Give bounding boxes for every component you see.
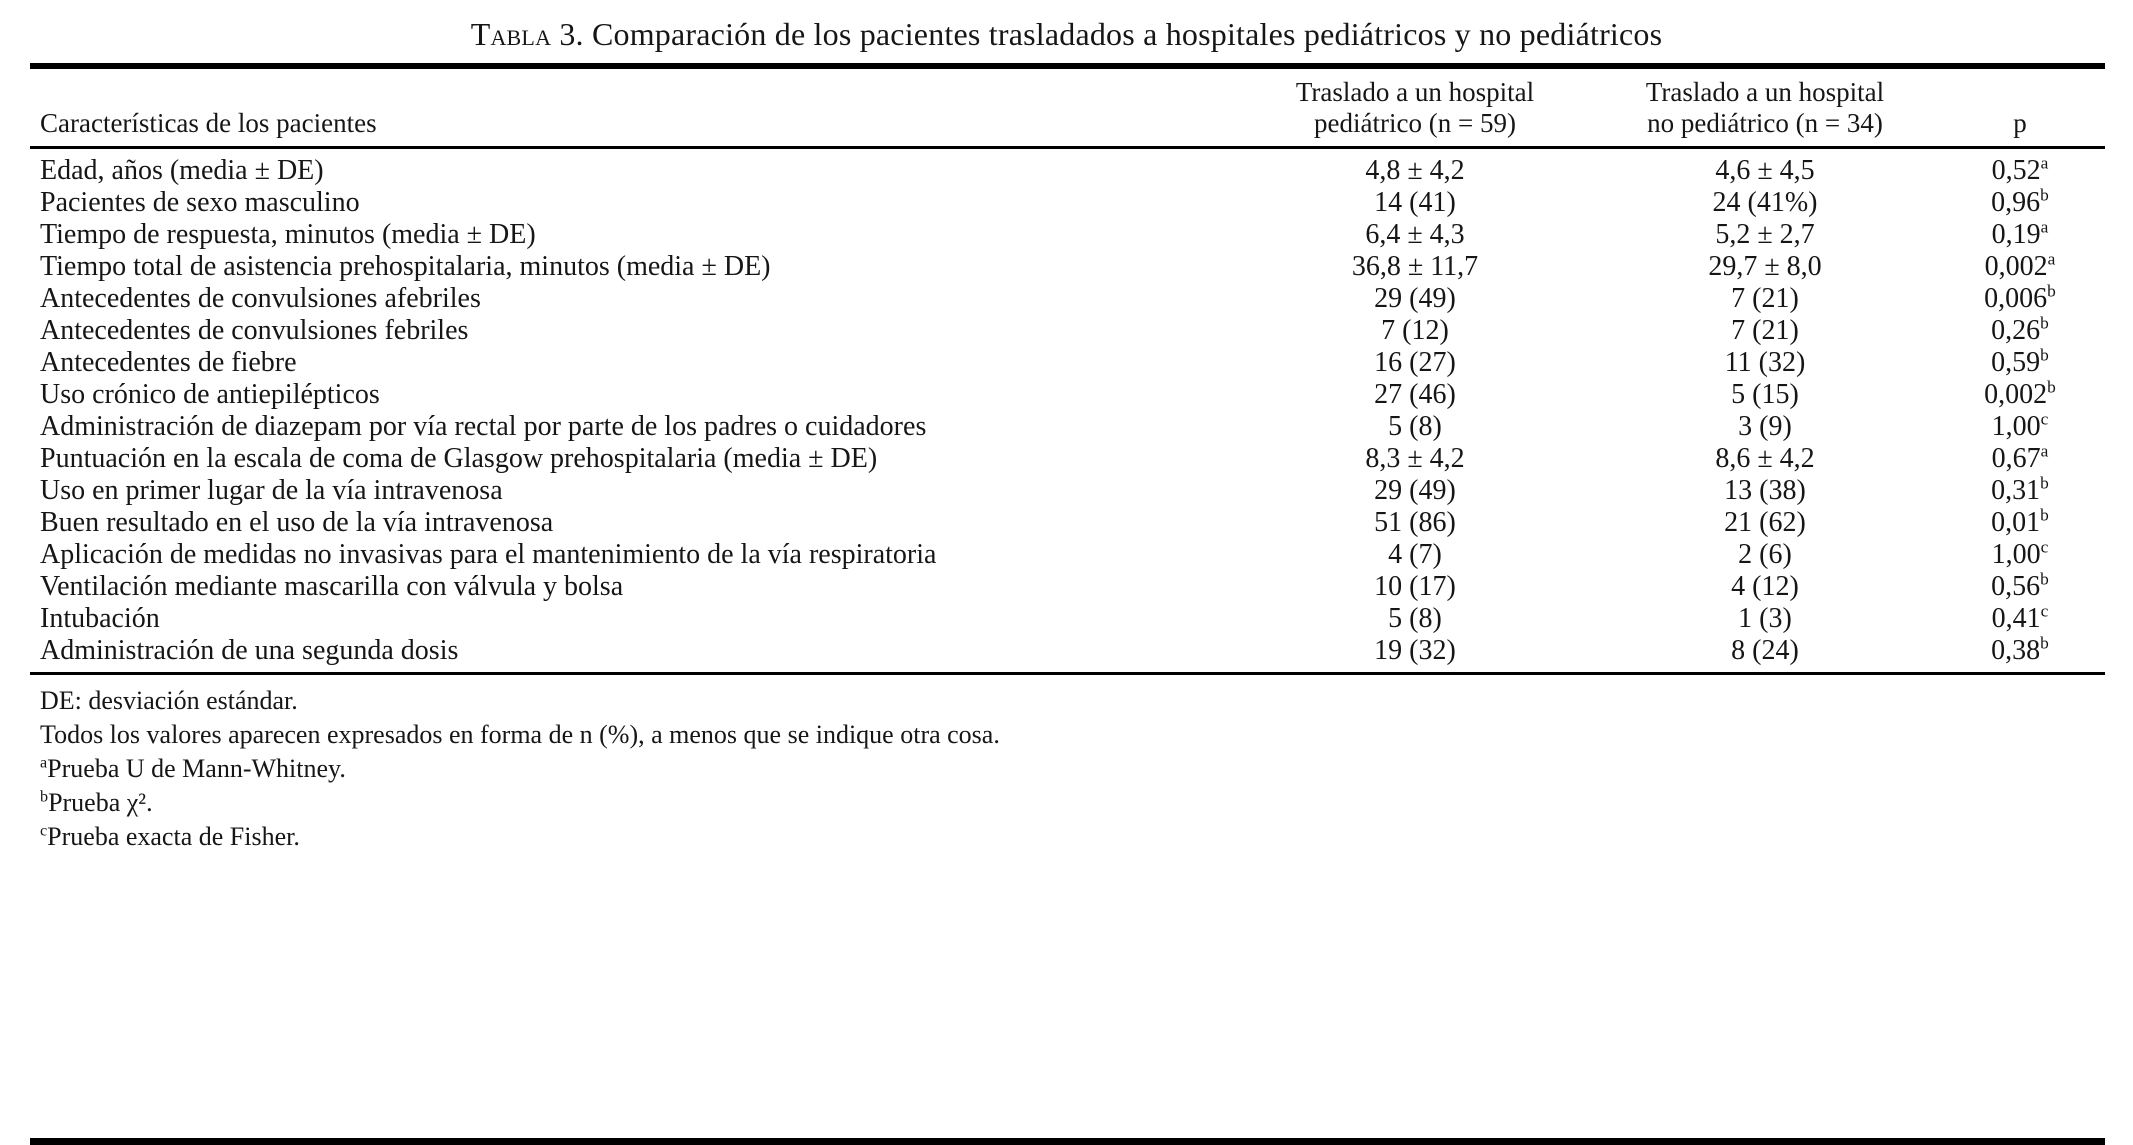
pediatric-value: 16 (27) bbox=[1374, 347, 1456, 378]
footnote-text: DE: desviación estándar. bbox=[40, 686, 298, 715]
row-label: Tiempo total de asistencia prehospitalaria, minutos (media ± DE) bbox=[40, 251, 771, 282]
header-row bbox=[30, 66, 2105, 148]
row-label: Administración de diazepam por vía rectal por parte de los padres o cuidadores bbox=[40, 411, 927, 442]
nonpediatric-value: 3 (9) bbox=[1738, 411, 1792, 442]
p-value-superscript: b bbox=[2040, 473, 2049, 493]
nonpediatric-value: 1 (3) bbox=[1738, 603, 1792, 634]
row-label: Uso en primer lugar de la vía intravenosa bbox=[40, 475, 503, 506]
p-value-number: 0,01 bbox=[1991, 507, 2041, 538]
p-value bbox=[1935, 283, 2105, 315]
pediatric-value: 51 (86) bbox=[1374, 507, 1456, 538]
footnote-text: Prueba χ². bbox=[48, 788, 153, 817]
row-label: Antecedentes de fiebre bbox=[40, 347, 297, 378]
nonpediatric-value: 29,7 ± 8,0 bbox=[1708, 251, 1822, 282]
p-value bbox=[1935, 251, 2105, 283]
p-value bbox=[1935, 507, 2105, 539]
table-number-label: Tabla 3. bbox=[470, 16, 584, 52]
nonpediatric-value: 7 (21) bbox=[1731, 283, 1799, 314]
p-value-superscript: b bbox=[2040, 313, 2049, 333]
bottom-rule bbox=[30, 1138, 2105, 1145]
p-value-number: 1,00 bbox=[1991, 539, 2041, 570]
p-value-superscript: b bbox=[2047, 281, 2056, 301]
nonpediatric-value: 21 (62) bbox=[1724, 507, 1806, 538]
p-value-superscript: a bbox=[2047, 249, 2056, 269]
table-row bbox=[30, 283, 2105, 315]
pediatric-value: 6,4 ± 4,3 bbox=[1365, 219, 1465, 250]
p-value bbox=[1935, 187, 2105, 219]
p-value-number: 0,002 bbox=[1984, 379, 2048, 410]
p-value-superscript: a bbox=[2040, 153, 2049, 173]
footnote-superscript: b bbox=[40, 788, 49, 806]
nonpediatric-value: 8,6 ± 4,2 bbox=[1715, 443, 1815, 474]
p-value-superscript: c bbox=[2040, 409, 2049, 429]
p-value-number: 0,26 bbox=[1991, 315, 2041, 346]
row-label: Puntuación en la escala de coma de Glasgow prehospitalaria (media ± DE) bbox=[40, 443, 878, 474]
table-row bbox=[30, 571, 2105, 603]
p-value-superscript: b bbox=[2040, 633, 2049, 653]
pediatric-value: 7 (12) bbox=[1381, 315, 1449, 346]
row-label: Intubación bbox=[40, 603, 160, 634]
table-row bbox=[30, 251, 2105, 283]
p-value-superscript: b bbox=[2040, 505, 2049, 525]
row-label: Uso crónico de antiepilépticos bbox=[40, 379, 380, 410]
row-label: Antecedentes de convulsiones afebriles bbox=[40, 283, 481, 314]
table-row bbox=[30, 411, 2105, 443]
table-row bbox=[30, 539, 2105, 571]
pediatric-value: 4,8 ± 4,2 bbox=[1365, 155, 1465, 186]
table-row bbox=[30, 635, 2105, 674]
pediatric-value: 10 (17) bbox=[1374, 571, 1456, 602]
footnote-superscript: c bbox=[40, 822, 48, 840]
nonpediatric-value: 13 (38) bbox=[1724, 475, 1806, 506]
pediatric-value: 36,8 ± 11,7 bbox=[1351, 251, 1479, 282]
table-row bbox=[30, 187, 2105, 219]
p-value bbox=[1935, 347, 2105, 379]
header-pediatric-line2: pediátrico (n = 59) bbox=[1314, 108, 1516, 138]
table-row bbox=[30, 315, 2105, 347]
p-value bbox=[1935, 571, 2105, 603]
row-label: Buen resultado en el uso de la vía intravenosa bbox=[40, 507, 554, 538]
nonpediatric-value: 8 (24) bbox=[1595, 635, 1935, 674]
p-value-number: 0,41 bbox=[1991, 603, 2041, 634]
footnote-text: Prueba exacta de Fisher. bbox=[47, 822, 300, 851]
header-nonpediatric bbox=[1595, 66, 1935, 148]
p-value-number: 0,52 bbox=[1991, 155, 2041, 186]
footnote bbox=[40, 752, 1000, 786]
nonpediatric-value: 4 (12) bbox=[1731, 571, 1799, 602]
footnote-text: Prueba U de Mann-Whitney. bbox=[47, 754, 346, 783]
row-label: Administración de una segunda dosis bbox=[30, 635, 1235, 674]
pediatric-value: 19 (32) bbox=[1235, 635, 1595, 674]
pediatric-value: 29 (49) bbox=[1374, 475, 1456, 506]
p-value-number: 0,56 bbox=[1991, 571, 2041, 602]
p-value bbox=[1935, 219, 2105, 251]
p-value-superscript: c bbox=[2040, 537, 2049, 557]
header-nonpediatric-line2: no pediátrico (n = 34) bbox=[1647, 108, 1883, 138]
row-label: Tiempo de respuesta, minutos (media ± DE) bbox=[40, 219, 536, 250]
nonpediatric-value: 24 (41%) bbox=[1712, 187, 1818, 218]
table-row bbox=[30, 507, 2105, 539]
header-nonpediatric-line1: Traslado a un hospital bbox=[1645, 77, 1885, 107]
p-value-number: 0,59 bbox=[1991, 347, 2041, 378]
nonpediatric-value: 4,6 ± 4,5 bbox=[1715, 155, 1815, 186]
footnote bbox=[40, 684, 1000, 718]
pediatric-value: 5 (8) bbox=[1388, 411, 1442, 442]
nonpediatric-value: 5,2 ± 2,7 bbox=[1715, 219, 1815, 250]
p-value bbox=[1935, 539, 2105, 571]
table-row bbox=[30, 443, 2105, 475]
p-value-number: 0,31 bbox=[1991, 475, 2041, 506]
table-row bbox=[30, 603, 2105, 635]
p-value-number: 0,19 bbox=[1991, 219, 2041, 250]
data-table bbox=[30, 63, 2105, 675]
nonpediatric-value: 11 (32) bbox=[1724, 347, 1806, 378]
p-value bbox=[1935, 635, 2105, 674]
footnote bbox=[40, 786, 1000, 820]
table-title-text: Comparación de los pacientes trasladados a hospitales pediátricos y no pediátricos bbox=[591, 16, 1663, 52]
p-value bbox=[1935, 148, 2105, 188]
row-label: Edad, años (media ± DE) bbox=[40, 155, 324, 186]
footnote bbox=[40, 820, 1000, 854]
table-body bbox=[30, 148, 2105, 674]
row-label: Pacientes de sexo masculino bbox=[40, 187, 360, 218]
header-characteristics: Características de los pacientes bbox=[30, 66, 1235, 148]
p-value bbox=[1935, 475, 2105, 507]
table-row bbox=[30, 379, 2105, 411]
p-value bbox=[1935, 379, 2105, 411]
row-label: Antecedentes de convulsiones febriles bbox=[40, 315, 469, 346]
table-row bbox=[30, 148, 2105, 188]
footnotes bbox=[40, 684, 1000, 854]
footnote-superscript: a bbox=[40, 754, 48, 772]
pediatric-value: 14 (41) bbox=[1374, 187, 1456, 218]
p-value-superscript: a bbox=[2040, 441, 2049, 461]
pediatric-value: 27 (46) bbox=[1374, 379, 1456, 410]
p-value-superscript: b bbox=[2047, 377, 2056, 397]
row-label: Ventilación mediante mascarilla con válvula y bolsa bbox=[40, 571, 624, 602]
footnote-text: Todos los valores aparecen expresados en forma de n (%), a menos que se indique otra cosa. bbox=[40, 720, 1000, 749]
pediatric-value: 5 (8) bbox=[1388, 603, 1442, 634]
table-row bbox=[30, 219, 2105, 251]
p-value-number: 0,67 bbox=[1991, 443, 2041, 474]
p-value bbox=[1935, 411, 2105, 443]
p-value-number: 0,006 bbox=[1984, 283, 2048, 314]
p-value-number: 0,002 bbox=[1984, 251, 2048, 282]
pediatric-value: 8,3 ± 4,2 bbox=[1365, 443, 1465, 474]
p-value bbox=[1935, 443, 2105, 475]
p-value-number: 1,00 bbox=[1991, 411, 2041, 442]
pediatric-value: 29 (49) bbox=[1374, 283, 1456, 314]
p-value bbox=[1935, 315, 2105, 347]
table-header bbox=[30, 66, 2105, 148]
p-value bbox=[1935, 603, 2105, 635]
p-value-number: 0,38 bbox=[1991, 635, 2041, 666]
nonpediatric-value: 5 (15) bbox=[1731, 379, 1799, 410]
p-value-superscript: b bbox=[2040, 345, 2049, 365]
p-value-number: 0,96 bbox=[1991, 187, 2041, 218]
footnote bbox=[40, 718, 1000, 752]
p-value-superscript: a bbox=[2040, 217, 2049, 237]
header-p: p bbox=[1935, 66, 2105, 148]
nonpediatric-value: 2 (6) bbox=[1738, 539, 1792, 570]
table-container bbox=[30, 63, 2105, 675]
table-row bbox=[30, 475, 2105, 507]
nonpediatric-value: 7 (21) bbox=[1731, 315, 1799, 346]
table-title bbox=[0, 16, 2133, 53]
header-pediatric bbox=[1235, 66, 1595, 148]
header-pediatric-line1: Traslado a un hospital bbox=[1295, 77, 1535, 107]
table-row bbox=[30, 347, 2105, 379]
p-value-superscript: b bbox=[2040, 569, 2049, 589]
p-value-superscript: b bbox=[2040, 185, 2049, 205]
row-label: Aplicación de medidas no invasivas para el mantenimiento de la vía respiratoria bbox=[40, 539, 937, 570]
pediatric-value: 4 (7) bbox=[1388, 539, 1442, 570]
p-value-superscript: c bbox=[2040, 601, 2049, 621]
